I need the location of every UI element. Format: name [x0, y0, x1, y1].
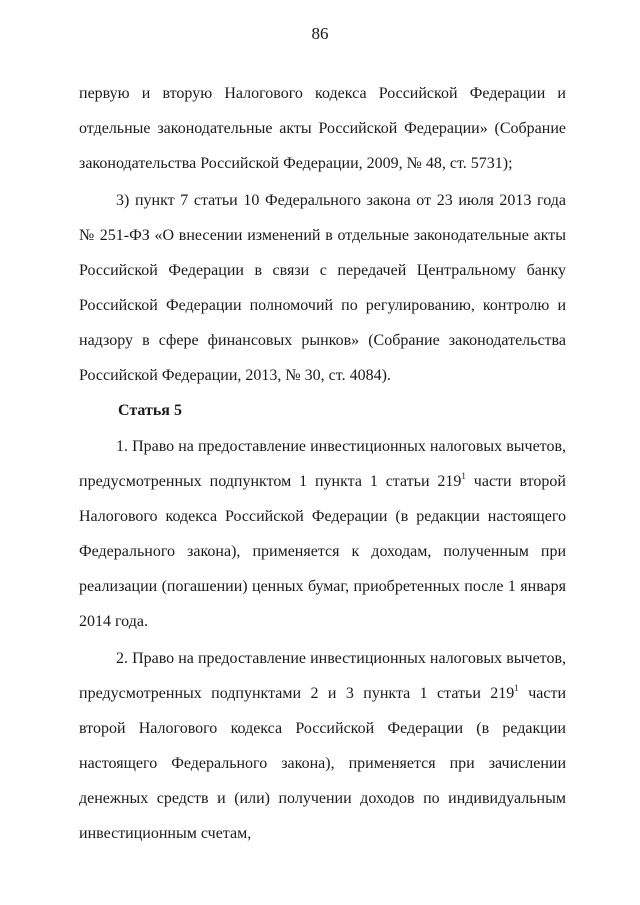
- paragraph-item-3: 3) пункт 7 статьи 10 Федерального закона от 23 июля 2013 года № 251-ФЗ «О внесении изменений в отдельные законодательные акты Российской Федерации в связи с передачей Центральному банку Российской Федерации полномочий по регулированию, контролю и надзору в сфере финансовых рынков» (Собрание законодательства Российской Федерации, 2013, № 30, ст. 4084).: [79, 192, 566, 384]
- paragraph-article-5-part-2: [79, 641, 566, 851]
- paragraph-article-5-part-1: [79, 429, 566, 639]
- superscript: 1: [461, 471, 466, 481]
- document-body: [79, 76, 566, 851]
- page-number: 86: [311, 24, 329, 43]
- paragraph-text: части второй Налогового кодекса Российской Федерации (в редакции настоящего Федерального закона), применяется при зачислении денежных средств и (или) получении доходов по индивидуальным инвестиционным счетам,: [79, 685, 567, 842]
- superscript: 1: [514, 683, 519, 693]
- paragraph-text: части второй Налогового кодекса Российской Федерации (в редакции настоящего Федерального закона), применяется к доходам, полученным при реализации (погашении) ценных бумаг, приобретенных после 1 января 2014 года.: [79, 473, 566, 630]
- paragraph-continuation: первую и вторую Налогового кодекса Российской Федерации и отдельные законодательные акты Российской Федерации» (Собрание законодательства Российской Федерации, 2009, № 48, ст. 5731);: [79, 85, 566, 172]
- article-heading: Статья 5: [118, 402, 182, 419]
- paragraph-text: 1. Право на предоставление инвестиционных налоговых вычетов, предусмотренных подпунктом 1 пункта 1 статьи 219: [79, 438, 566, 490]
- paragraph-text: 2. Право на предоставление инвестиционных налоговых вычетов, предусмотренных подпунктами 2 и 3 пункта 1 статьи 219: [79, 650, 566, 702]
